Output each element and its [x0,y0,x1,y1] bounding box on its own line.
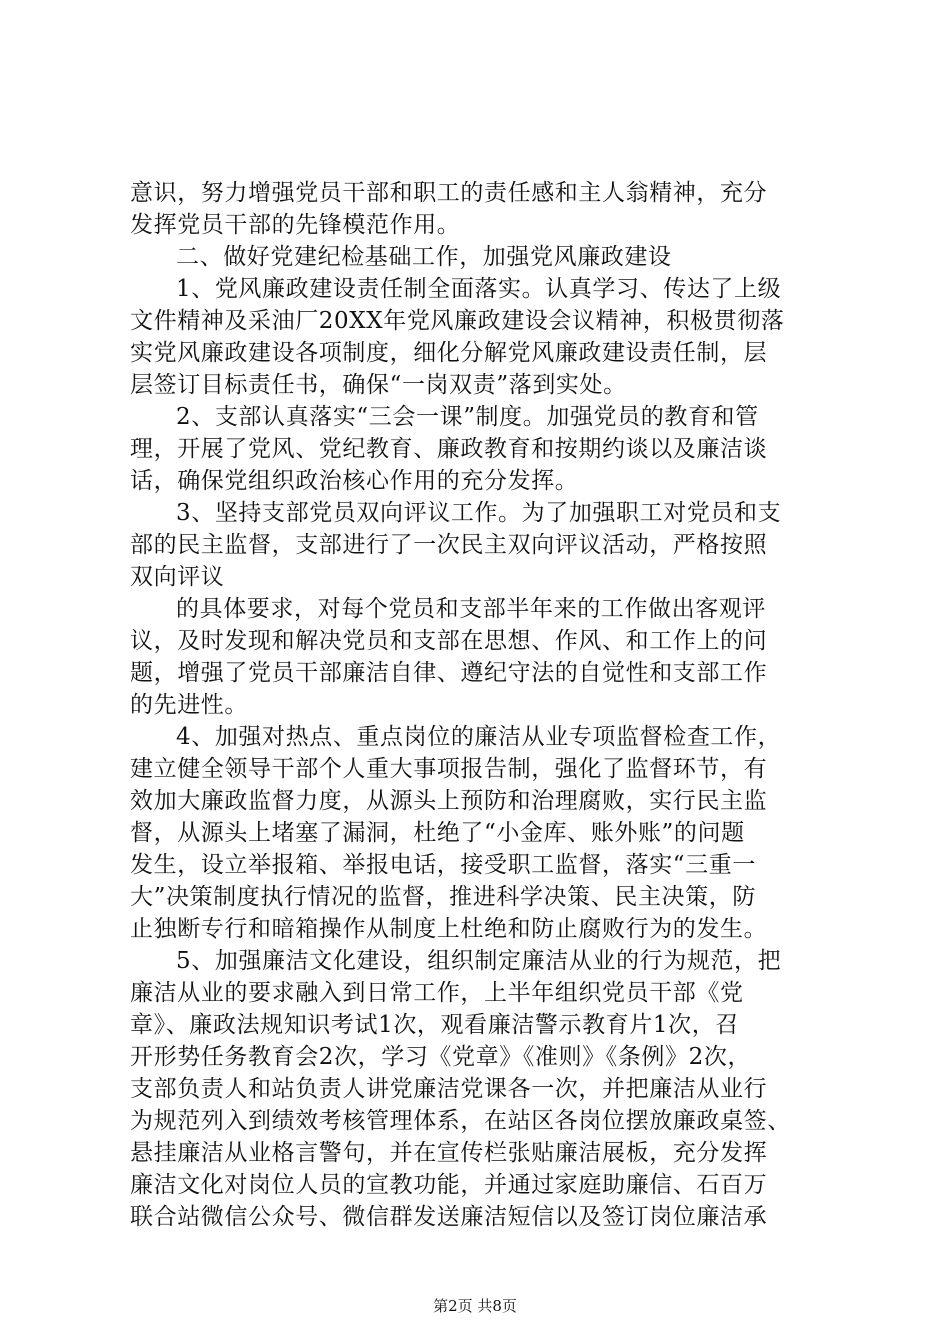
section-heading: 二、做好党建纪检基础工作，加强党风廉政建设 [176,244,672,270]
text-line: 效加大廉政监督力度，从源头上预防和治理腐败，实行民主监 [130,788,768,814]
text-line: 题，增强了党员干部廉洁自律、遵纪守法的自觉性和支部工作 [130,660,768,686]
text-line: 部的民主监督，支部进行了一次民主双向评议活动，严格按照 [130,532,768,558]
text-line: 开形势任务教育会2次，学习《党章》《准则》《条例》2次， [130,1044,752,1070]
text-line: 廉洁从业的要求融入到日常工作，上半年组织党员干部《党 [130,980,744,1006]
text-line: 的先进性。 [130,692,248,718]
text-line: 为规范列入到绩效考核管理体系，在站区各岗位摆放廉政桌签、 [130,1108,791,1134]
text-line: 层签订目标责任书，确保“一岗双责”落到实处。 [130,372,627,398]
text-line: 意识，努力增强党员干部和职工的责任感和主人翁精神，充分 [130,180,768,206]
text-line: 1、党风廉政建设责任制全面落实。认真学习、传达了上级 [176,276,782,302]
text-line: 发挥党员干部的先锋模范作用。 [130,212,461,238]
text-line: 章》、廉政法规知识考试1次，观看廉洁警示教育片1次，召 [130,1012,739,1038]
text-line: 话，确保党组织政治核心作用的充分发挥。 [130,468,579,494]
text-line: 议，及时发现和解决党员和支部在思想、作风、和工作上的问 [130,628,768,654]
text-line: 3、坚持支部党员双向评议工作。为了加强职工对党员和支 [176,500,782,526]
text-line: 大”决策制度执行情况的监督，推进科学决策、民主决策，防 [130,884,756,910]
text-line: 双向评议 [130,564,225,590]
text-line: 督，从源头上堵塞了漏洞，杜绝了“小金库、账外账”的问题 [130,820,745,846]
text-line: 文件精神及采油厂20XX年党风廉政建设会议精神，积极贯彻落 [130,308,785,334]
text-line: 2、支部认真落实“三会一课”制度。加强党员的教育和管 [176,404,759,430]
text-line: 5、加强廉洁文化建设，组织制定廉洁从业的行为规范，把 [176,948,782,974]
text-line: 止独断专行和暗箱操作从制度上杜绝和防止腐败行为的发生。 [130,916,768,942]
text-line: 发生，设立举报箱、举报电话，接受职工监督，落实“三重一 [130,852,756,878]
text-line: 联合站微信公众号、微信群发送廉洁短信以及签订岗位廉洁承 [130,1204,768,1230]
text-line: 4、加强对热点、重点岗位的廉洁从业专项监督检查工作， [176,724,782,750]
text-line: 实党风廉政建设各项制度，细化分解党风廉政建设责任制，层 [130,340,768,366]
text-line: 支部负责人和站负责人讲党廉洁党课各一次，并把廉洁从业行 [130,1076,768,1102]
text-line: 悬挂廉洁从业格言警句，并在宣传栏张贴廉洁展板，充分发挥 [130,1140,768,1166]
text-line: 理，开展了党风、党纪教育、廉政教育和按期约谈以及廉洁谈 [130,436,768,462]
page-footer: 第2页 共8页 [433,1297,517,1315]
text-line: 的具体要求，对每个党员和支部半年来的工作做出客观评 [176,596,766,622]
text-line: 建立健全领导干部个人重大事项报告制，强化了监督环节，有 [130,756,768,782]
text-line: 廉洁文化对岗位人员的宣教功能，并通过家庭助廉信、石百万 [130,1172,768,1198]
